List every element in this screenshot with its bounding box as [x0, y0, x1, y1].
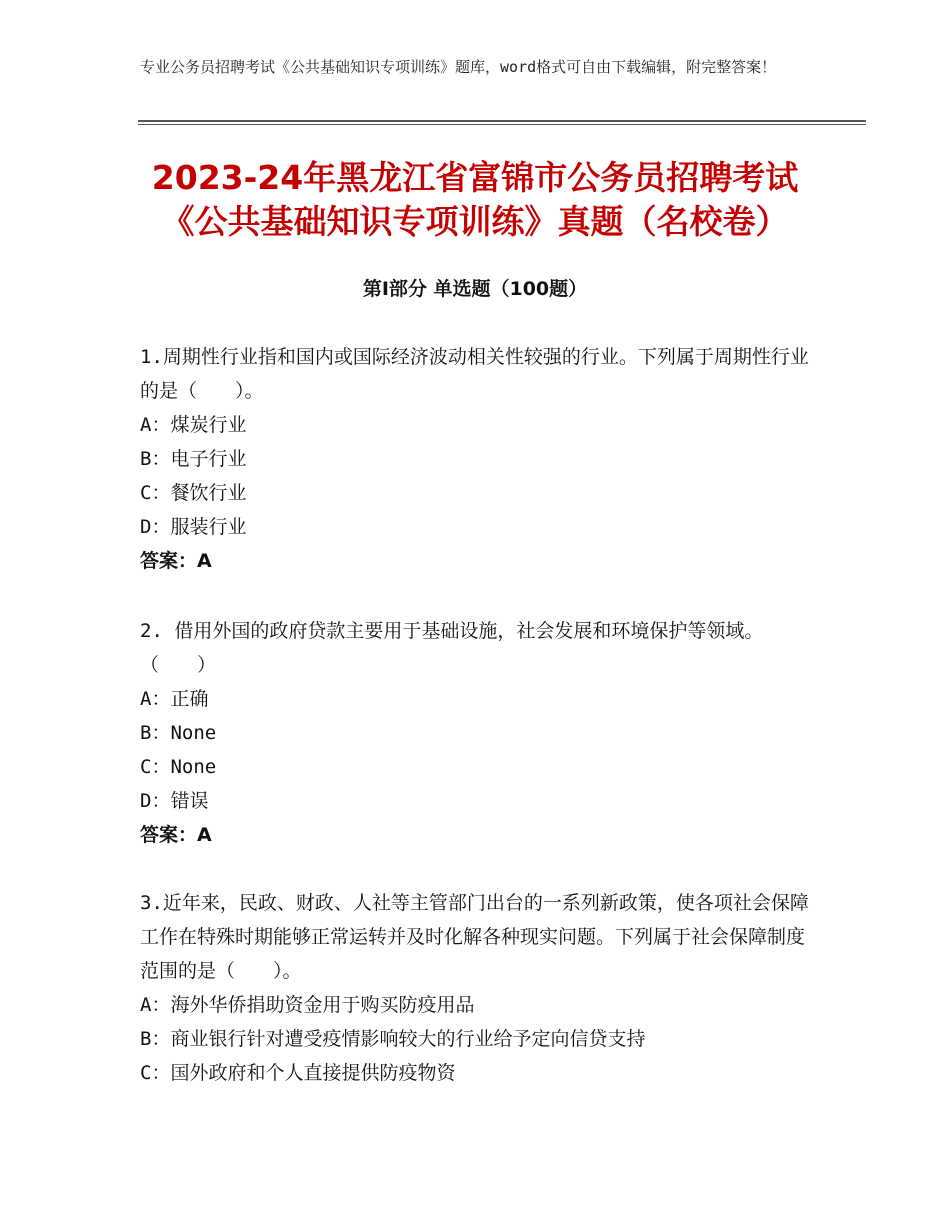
question-3	[140, 886, 820, 1090]
option-b: B：商业银行针对遭受疫情影响较大的行业给予定向信贷支持	[140, 1028, 646, 1050]
title-line-2: 《公共基础知识专项训练》真题（名校卷）	[161, 202, 789, 241]
header-note: 专业公务员招聘考试《公共基础知识专项训练》题库，word格式可自由下载编辑，附完整答案！	[140, 58, 777, 76]
option-d: D：错误	[140, 790, 209, 812]
question-1	[140, 340, 820, 578]
option-a: A：正确	[140, 688, 209, 710]
question-stem: 1.周期性行业指和国内或国际经济波动相关性较强的行业。下列属于周期性行业的是（ ）。	[140, 346, 809, 402]
option-c: C：None	[140, 756, 217, 778]
section-title: 第Ⅰ部分 单选题（100题）	[362, 278, 588, 300]
answer: 答案：A	[140, 550, 212, 572]
option-a: A：海外华侨捐助资金用于购买防疫用品	[140, 994, 475, 1016]
question-stem: 2. 借用外国的政府贷款主要用于基础设施，社会发展和环境保护等领域。（ ）	[140, 620, 764, 676]
header-divider-thin	[138, 124, 866, 125]
header-divider	[138, 120, 866, 122]
question-2	[140, 614, 820, 852]
option-b: B：None	[140, 722, 217, 744]
document-title	[100, 156, 850, 244]
question-stem: 3.近年来，民政、财政、人社等主管部门出台的一系列新政策，使各项社会保障工作在特殊时期能够正常运转并及时化解各种现实问题。下列属于社会保障制度范围的是（ ）。	[140, 892, 809, 982]
title-line-1: 2023-24年黑龙江省富锦市公务员招聘考试	[151, 158, 799, 197]
option-b: B：电子行业	[140, 448, 247, 470]
option-d: D：服装行业	[140, 516, 247, 538]
option-a: A：煤炭行业	[140, 414, 247, 436]
option-c: C：餐饮行业	[140, 482, 247, 504]
option-c: C：国外政府和个人直接提供防疫物资	[140, 1062, 456, 1084]
answer: 答案：A	[140, 824, 212, 846]
